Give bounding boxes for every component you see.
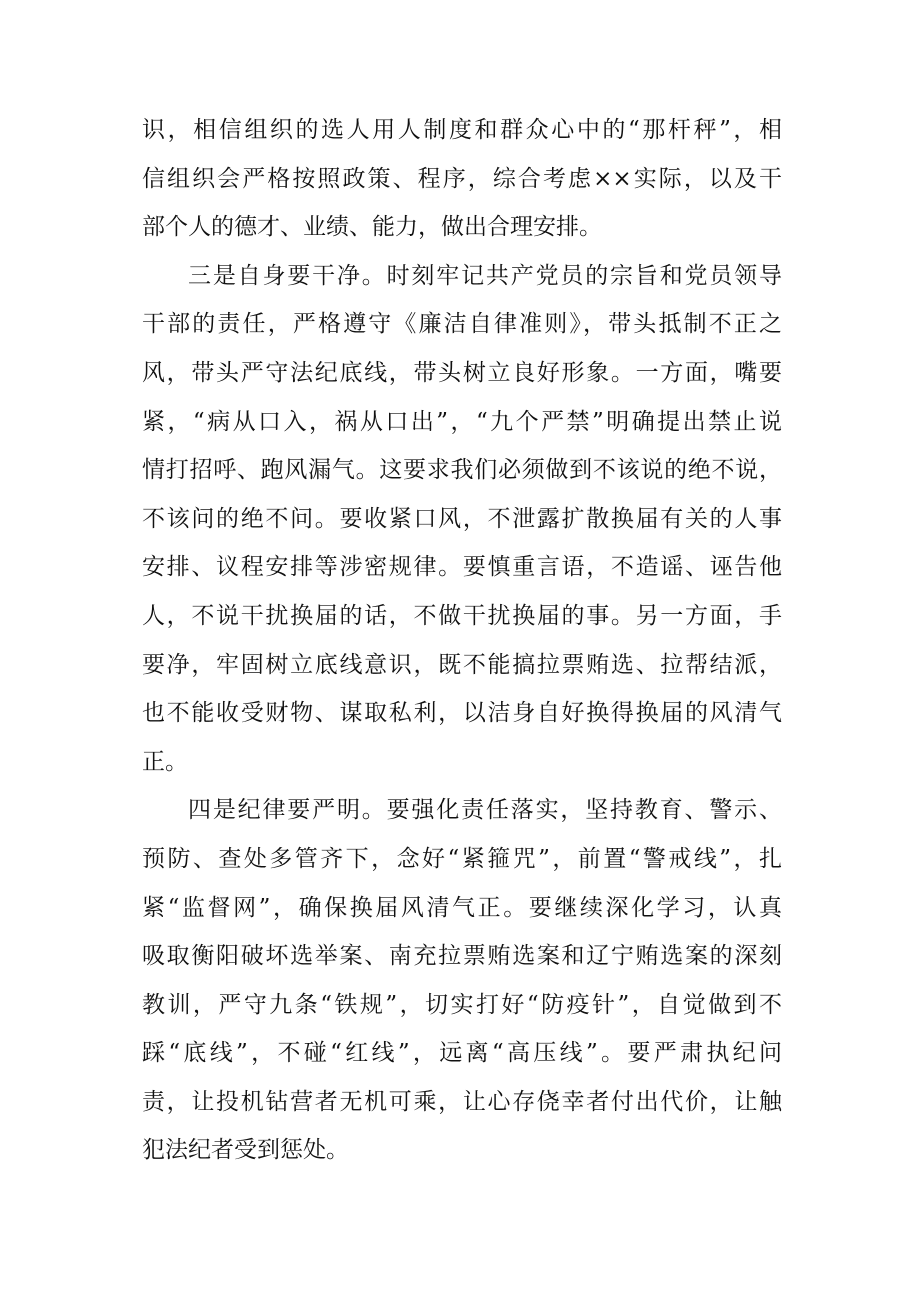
text-line: 预防、查处多管齐下，念好“紧箍咒”，前置“警戒线”，扎 — [142, 845, 782, 872]
text-line: 犯法纪者受到惩处。 — [142, 1137, 349, 1164]
paragraph-start-line: 四是纪律要严明。要强化责任落实，坚持教育、警示、 — [188, 797, 782, 824]
text-line: 责，让投机钻营者无机可乘，让心存侥幸者付出代价，让触 — [142, 1088, 782, 1115]
text-line: 部个人的德才、业绩、能力，做出合理安排。 — [142, 214, 602, 241]
text-line: 踩“底线”，不碰“红线”，远离“高压线”。要严肃执纪问 — [142, 1040, 782, 1067]
text-line: 识，相信组织的选人用人制度和群众心中的“那杆秤”，相 — [142, 117, 782, 143]
paragraph-start-line: 三是自身要干净。时刻牢记共产党员的宗旨和党员领导 — [188, 262, 782, 289]
text-line: 吸取衡阳破坏选举案、南充拉票贿选案和辽宁贿选案的深刻 — [142, 943, 782, 970]
text-line: 风，带头严守法纪底线，带头树立良好形象。一方面，嘴要 — [142, 359, 782, 386]
text-line: 信组织会严格按照政策、程序，综合考虑××实际，以及干 — [142, 165, 782, 192]
text-line: 也不能收受财物、谋取私利，以洁身自好换得换届的风清气 — [142, 700, 782, 727]
document-body — [142, 106, 782, 1175]
text-line: 紧“监督网”，确保换届风清气正。要继续深化学习，认真 — [142, 894, 782, 921]
text-line: 要净，牢固树立底线意识，既不能搞拉票贿选、拉帮结派， — [142, 651, 782, 678]
text-line: 正。 — [142, 748, 188, 775]
text-line: 安排、议程安排等涉密规律。要慎重言语，不造谣、诬告他 — [142, 554, 782, 581]
text-line: 教训，严守九条“铁规”，切实打好“防疫针”，自觉做到不 — [142, 991, 782, 1018]
text-line: 人，不说干扰换届的话，不做干扰换届的事。另一方面，手 — [142, 602, 782, 629]
text-line: 不该问的绝不问。要收紧口风，不泄露扩散换届有关的人事 — [142, 505, 782, 532]
text-line: 干部的责任，严格遵守《廉洁自律准则》，带头抵制不正之 — [142, 311, 782, 338]
text-line: 情打招呼、跑风漏气。这要求我们必须做到不该说的绝不说， — [142, 457, 782, 484]
text-line: 紧，“病从口入，祸从口出”，“九个严禁”明确提出禁止说 — [142, 408, 782, 435]
